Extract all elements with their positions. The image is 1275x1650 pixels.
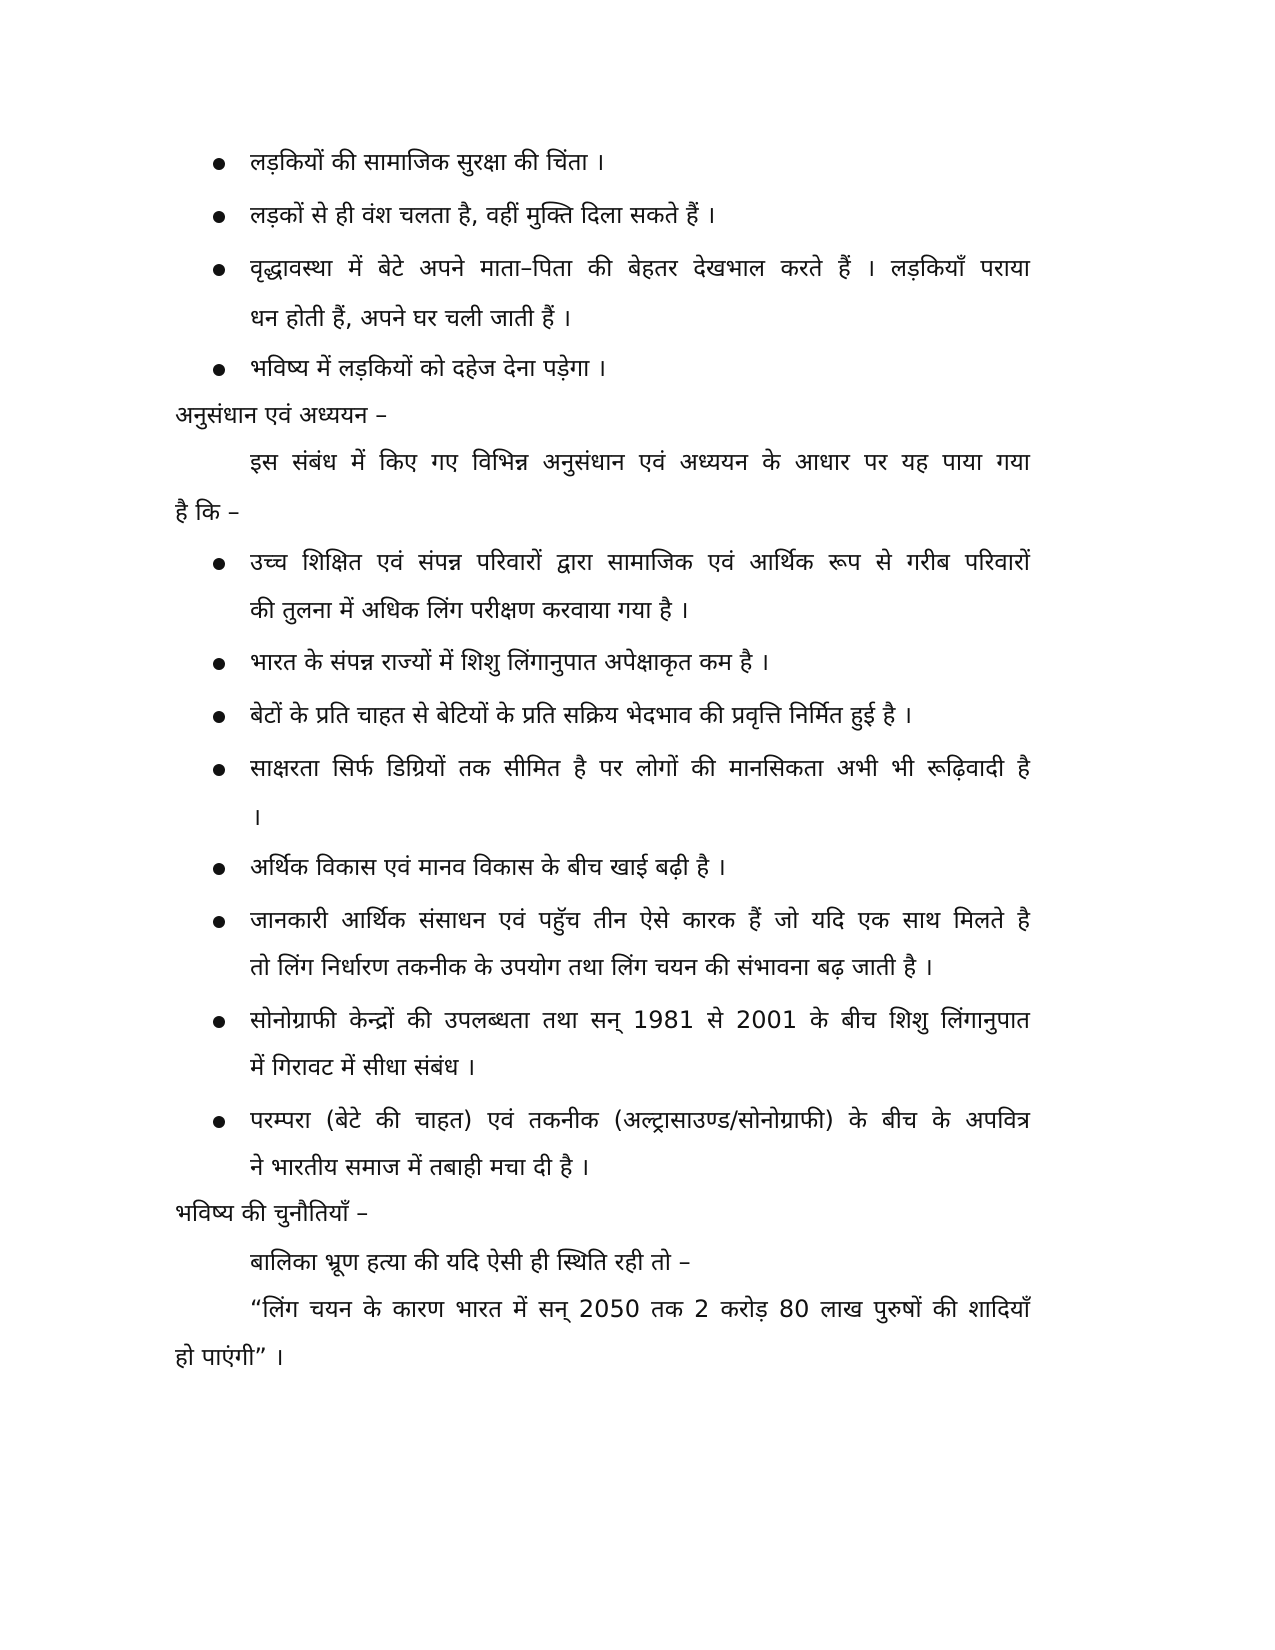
list-item-text: उच्च शिक्षित एवं संपन्न परिवारों द्वारा सामाजिक एवं आर्थिक रूप से गरीब परिवारों: [250, 548, 1030, 576]
paragraph-intro: इस संबंध में किए गए विभिन्न अनुसंधान एवं अध्ययन के आधार पर यह पाया गया: [250, 448, 1030, 476]
list-item-text: परम्परा (बेटे की चाहत) एवं तकनीक (अल्ट्रासाउण्ड/सोनोग्राफी) के बीच के अपवित्र: [250, 1106, 1030, 1134]
list-item-text-continued: ।: [252, 803, 262, 831]
list-item-text-continued: में गिरावट में सीधा संबंध ।: [250, 1053, 476, 1081]
list-item-text: बेटों के प्रति चाहत से बेटियों के प्रति सक्रिय भेदभाव की प्रवृत्ति निर्मित हुई है ।: [250, 701, 913, 729]
bullet-dot: [213, 764, 225, 776]
list-item-text-continued: ने भारतीय समाज में तबाही मचा दी है ।: [250, 1153, 590, 1181]
paragraph-intro: बालिका भ्रूण हत्या की यदि ऐसी ही स्थिति रही तो –: [250, 1248, 691, 1276]
bullet-dot: [213, 863, 225, 875]
list-item-text: सोनोग्राफी केन्द्रों की उपलब्धता तथा सन् 1981 से 2001 के बीच शिशु लिंगानुपात: [250, 1006, 1030, 1034]
list-item-text: अर्थिक विकास एवं मानव विकास के बीच खाई बढ़ी है ।: [250, 853, 726, 881]
list-item-text: भारत के संपन्न राज्यों में शिशु लिंगानुपात अपेक्षाकृत कम है ।: [250, 648, 770, 676]
bullet-dot: [213, 916, 225, 928]
bullet-dot: [213, 264, 225, 276]
bullet-dot: [213, 711, 225, 723]
paragraph-intro-continued: है कि –: [175, 498, 240, 526]
bullet-dot: [213, 558, 225, 570]
list-item-text-continued: की तुलना में अधिक लिंग परीक्षण करवाया गया है ।: [250, 596, 689, 624]
bullet-dot: [213, 364, 225, 376]
list-item-text: वृद्धावस्था में बेटे अपने माता–पिता की बेहतर देखभाल करते हैं । लड़कियॉं पराया: [250, 254, 1030, 282]
bullet-dot: [213, 1016, 225, 1028]
quote-text-continued: हो पाएंगी” ।: [175, 1343, 284, 1371]
list-item-text: जानकारी आर्थिक संसाधन एवं पहुॅच तीन ऐसे कारक हैं जो यदि एक साथ मिलते है: [250, 906, 1030, 934]
section-heading-research: अनुसंधान एवं अध्ययन –: [175, 401, 388, 429]
quote-text: “लिंग चयन के कारण भारत में सन् 2050 तक 2 करोड़ 80 लाख पुरुषों की शादियॉं: [250, 1295, 1030, 1323]
list-item-text-continued: धन होती हैं, अपने घर चली जाती हैं ।: [250, 304, 572, 332]
bullet-dot: [213, 658, 225, 670]
section-heading-future-challenges: भविष्य की चुनौतियॉं –: [175, 1199, 369, 1227]
bullet-dot: [213, 158, 225, 170]
list-item-text: लड़कियों की सामाजिक सुरक्षा की चिंता ।: [250, 148, 605, 176]
bullet-dot: [213, 211, 225, 223]
bullet-dot: [213, 1116, 225, 1128]
list-item-text: भविष्य में लड़कियों को दहेज देना पड़ेगा ।: [250, 354, 607, 382]
list-item-text: लड़कों से ही वंश चलता है, वहीं मुक्ति दिला सकते हैं ।: [250, 201, 716, 229]
list-item-text: साक्षरता सिर्फ डिग्रियों तक सीमित है पर लोगों की मानसिकता अभी भी रूढ़िवादी है: [250, 754, 1030, 782]
list-item-text-continued: तो लिंग निर्धारण तकनीक के उपयोग तथा लिंग चयन की संभावना बढ़ जाती है ।: [250, 953, 933, 981]
